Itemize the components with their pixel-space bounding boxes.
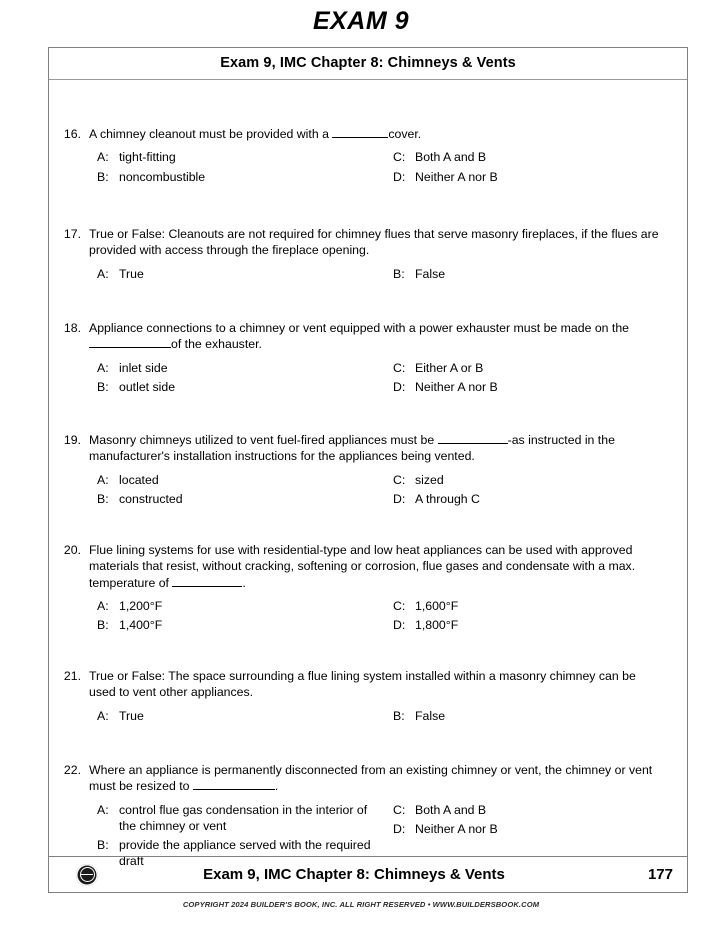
answer-text: 1,400°F (119, 618, 163, 633)
answer-text: True (119, 266, 144, 281)
question-text-before: Flue lining systems for use with residential-type and low heat appliances can be used with approved materials that resist, without cracking, softening or corrosion, flue gases and condensate with a max. temperature of (89, 543, 636, 590)
answer-column-right (383, 472, 669, 510)
answer-text: False (415, 708, 446, 723)
answer-option[interactable] (393, 821, 669, 837)
question-text (89, 432, 669, 465)
answer-option[interactable] (393, 617, 669, 633)
question-text-after: . (274, 779, 279, 794)
question-text-before: Where an appliance is permanently disconnected from an existing chimney or vent, the chimney or vent must be resized to (89, 763, 653, 794)
answer-column-left (97, 266, 383, 285)
page-number: 177 (647, 866, 673, 883)
question-number: 16. (63, 127, 81, 141)
question-text-before: Masonry chimneys utilized to vent fuel-fired appliances must be (89, 433, 435, 447)
answer-letter: B: (97, 838, 109, 853)
question-block (49, 320, 687, 398)
question-text-before: True or False: Cleanouts are not required for chimney flues that serve masonry fireplaces, if the flues are provided with access through the fireplace opening. (89, 227, 659, 258)
answer-letter: A: (97, 599, 109, 614)
answer-option[interactable] (393, 598, 669, 614)
answer-option[interactable] (393, 266, 669, 282)
question-number: 17. (63, 227, 81, 241)
answer-letter: C: (393, 360, 406, 375)
answer-column-left (97, 472, 383, 510)
answer-letter: B: (393, 708, 405, 723)
answer-option[interactable] (97, 360, 383, 376)
question-text (89, 542, 669, 591)
answer-text: inlet side (119, 360, 168, 375)
question-head (63, 226, 669, 259)
answer-letter: A: (97, 360, 109, 375)
answer-option[interactable] (393, 379, 669, 395)
question-number: 21. (63, 669, 81, 683)
question-number: 18. (63, 321, 81, 335)
answer-option[interactable] (97, 379, 383, 395)
fill-in-blank (332, 137, 388, 138)
question-text-before: A chimney cleanout must be provided with a (89, 127, 329, 141)
answer-option[interactable] (393, 802, 669, 818)
answer-column-right (383, 149, 669, 187)
answer-column-left (97, 598, 383, 636)
fill-in-blank (193, 789, 275, 790)
answer-text: constructed (119, 491, 183, 506)
builders-book-seal-icon (76, 864, 98, 886)
answer-column-right (383, 266, 669, 285)
answer-letter: A: (97, 150, 109, 165)
question-number: 20. (63, 543, 81, 557)
answer-letter: B: (393, 266, 405, 281)
question-text (89, 762, 669, 795)
answer-text: 1,800°F (415, 618, 459, 633)
answer-text: False (415, 266, 446, 281)
answer-option[interactable] (97, 149, 383, 165)
answer-option[interactable] (97, 708, 383, 724)
answer-letter: A: (97, 472, 109, 487)
question-number: 22. (63, 763, 81, 777)
answer-options (63, 266, 669, 285)
answer-letter: A: (97, 802, 109, 817)
question-head (63, 542, 669, 591)
answer-text: Neither A nor B (415, 379, 498, 394)
answer-letter: C: (393, 802, 406, 817)
answer-option[interactable] (97, 617, 383, 633)
answer-options (63, 149, 669, 187)
answer-option[interactable] (393, 169, 669, 185)
answer-letter: D: (393, 379, 406, 394)
answer-text: noncombustible (119, 169, 206, 184)
answer-option[interactable] (393, 491, 669, 507)
logo-cell (49, 864, 125, 886)
question-head (63, 668, 669, 701)
exam-frame (48, 47, 688, 893)
fill-in-blank (89, 347, 171, 348)
question-text (89, 668, 669, 701)
footer-title: Exam 9, IMC Chapter 8: Chimneys & Vents (203, 866, 505, 883)
answer-letter: B: (97, 491, 109, 506)
answer-letter: D: (393, 821, 406, 836)
answer-text: provide the appliance served with the required draft (119, 838, 371, 869)
answer-letter: C: (393, 599, 406, 614)
answer-letter: D: (393, 491, 406, 506)
answer-options (63, 708, 669, 727)
chapter-header: Exam 9, IMC Chapter 8: Chimneys & Vents (49, 48, 687, 80)
question-text-after: of the exhauster. (171, 337, 262, 352)
answer-text: Neither A nor B (415, 169, 498, 184)
question-text-before: True or False: The space surrounding a flue lining system installed within a masonry chimney can be used to vent other appliances. (89, 669, 636, 700)
answer-text: Neither A nor B (415, 821, 498, 836)
answer-letter: B: (97, 169, 109, 184)
question-head (63, 762, 669, 795)
answer-text: Both A and B (415, 150, 487, 165)
answer-text: Either A or B (415, 360, 484, 375)
copyright-notice: COPYRIGHT 2024 BUILDER'S BOOK, INC. ALL RIGHT RESERVED • WWW.BUILDERSBOOK.COM (182, 900, 540, 909)
answer-column-right (383, 360, 669, 398)
question-block (49, 668, 687, 727)
answer-letter: A: (97, 266, 109, 281)
answer-option[interactable] (97, 491, 383, 507)
question-head (63, 320, 669, 353)
question-text-after: cover. (388, 127, 422, 141)
question-number: 19. (63, 433, 81, 447)
page-title: EXAM 9 (312, 7, 410, 35)
answer-text: 1,600°F (415, 599, 459, 614)
question-text (89, 320, 669, 353)
answer-letter: D: (393, 618, 406, 633)
answer-option[interactable] (97, 472, 383, 488)
question-text-before: Appliance connections to a chimney or vent equipped with a power exhauster must be made on the (89, 321, 630, 335)
answer-text: True (119, 708, 144, 723)
answer-text: control flue gas condensation in the interior of the chimney or vent (119, 802, 368, 833)
answer-column-right (383, 708, 669, 727)
answer-option[interactable] (393, 149, 669, 165)
question-block (49, 432, 687, 510)
answer-text: tight-fitting (119, 150, 176, 165)
answer-text: 1,200°F (119, 599, 163, 614)
page-footer (49, 856, 687, 892)
answer-column-left (97, 708, 383, 727)
question-head (63, 432, 669, 465)
answer-option[interactable] (97, 169, 383, 185)
answer-option[interactable] (97, 598, 383, 614)
answer-option[interactable] (97, 802, 383, 834)
answer-text: outlet side (119, 379, 176, 394)
answer-option[interactable] (97, 266, 383, 282)
answer-options (63, 598, 669, 636)
answer-column-right (383, 598, 669, 636)
question-text-after: -as instructed in the manufacturer's installation instructions for the appliances being vented. (89, 433, 615, 464)
answer-column-left (97, 360, 383, 398)
question-text (89, 126, 669, 142)
answer-options (63, 472, 669, 510)
fill-in-blank (172, 586, 242, 587)
answer-option[interactable] (393, 360, 669, 376)
answer-letter: D: (393, 169, 406, 184)
answer-options (63, 360, 669, 398)
answer-letter: A: (97, 708, 109, 723)
answer-letter: C: (393, 472, 406, 487)
answer-option[interactable] (393, 708, 669, 724)
question-block (49, 126, 687, 188)
answer-text: located (119, 472, 159, 487)
answer-text: Both A and B (415, 802, 487, 817)
answer-option[interactable] (393, 472, 669, 488)
answer-letter: C: (393, 150, 406, 165)
question-block (49, 542, 687, 636)
question-text (89, 226, 669, 259)
question-block (49, 226, 687, 285)
answer-text: sized (415, 472, 444, 487)
fill-in-blank (438, 443, 508, 444)
question-head (63, 126, 669, 142)
answer-text: A through C (415, 491, 480, 506)
answer-letter: B: (97, 618, 109, 633)
question-list (49, 80, 687, 869)
answer-letter: B: (97, 379, 109, 394)
question-text-after: . (242, 575, 246, 590)
answer-column-left (97, 149, 383, 187)
